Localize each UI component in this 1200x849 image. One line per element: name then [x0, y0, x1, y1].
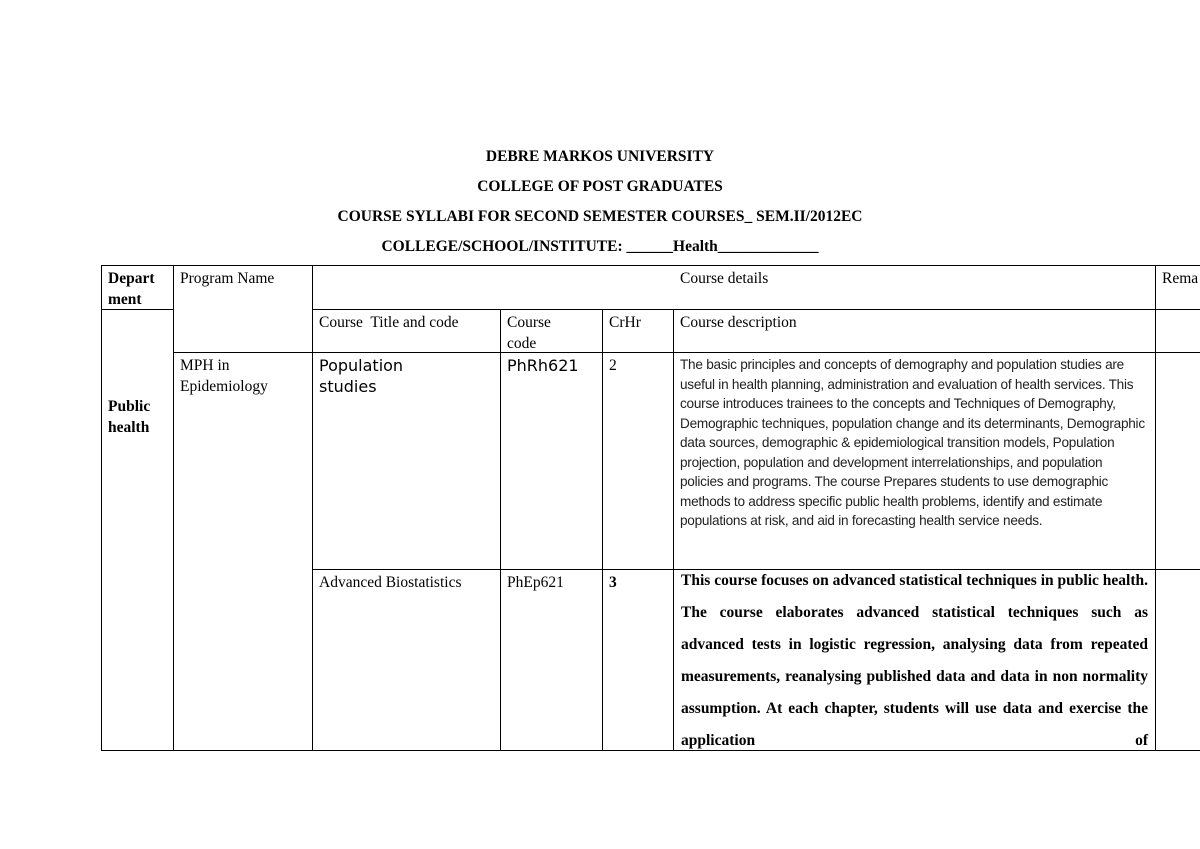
- college-title: COLLEGE OF POST GRADUATES: [477, 178, 723, 195]
- university-title: DEBRE MARKOS UNIVERSITY: [485, 148, 715, 165]
- course-description: The basic principles and concepts of demography and population studies are useful in health planning, administration and evaluation of health services. This course introduces trainees to the concepts and Techniques of Demography, Demographic techniques, population change and its determinants, Demographic data sources, demographic & epidemiological transition models, Population projection, population and development interrelationships, and population policies and programs. The course Prepares students to use demographic methods to address specific public health problems, identify and estimate populations at risk, and aid in forecasting health service needs.: [680, 357, 1145, 528]
- department-name: Public health: [108, 398, 151, 436]
- header-course-code: Course code: [507, 314, 551, 352]
- course-crhr: 3: [609, 574, 617, 591]
- table-border-left: [101, 265, 102, 751]
- table-border-bottom: [101, 750, 1200, 751]
- header-program: Program Name: [180, 270, 275, 287]
- course-code: PhRh621: [507, 356, 579, 375]
- header-course-details: Course details: [680, 270, 769, 287]
- table-col-program: [173, 265, 174, 751]
- course-code: PhEp621: [507, 574, 564, 591]
- header-course-title: Course Title and code: [319, 314, 459, 331]
- header-course-description: Course description: [680, 314, 797, 331]
- syllabus-title: COURSE SYLLABI FOR SECOND SEMESTER COURSES_ SEM.II/2012EC: [337, 208, 863, 225]
- header-department: Depart ment: [108, 270, 155, 308]
- course-title: Population studies: [319, 356, 404, 396]
- table-col-remarks: [1155, 265, 1156, 751]
- course-crhr: 2: [609, 357, 617, 374]
- table-col-title: [312, 265, 313, 751]
- course-description: This course focuses on advanced statistical techniques in public health. The course elaborates advanced statistical techniques such as advanced tests in logistic regression, analysing data from repeated measurements, reanalysing published data and data in non normality assumption. At each chapter, students will use data and exercise the application of: [681, 572, 1148, 749]
- course-title: Advanced Biostatistics: [319, 574, 462, 591]
- school-line: COLLEGE/SCHOOL/INSTITUTE: ______Health_____________: [381, 238, 819, 255]
- program-name: MPH in Epidemiology: [180, 357, 268, 395]
- header-crhr: CrHr: [609, 314, 641, 331]
- header-remarks: Rema: [1162, 270, 1199, 287]
